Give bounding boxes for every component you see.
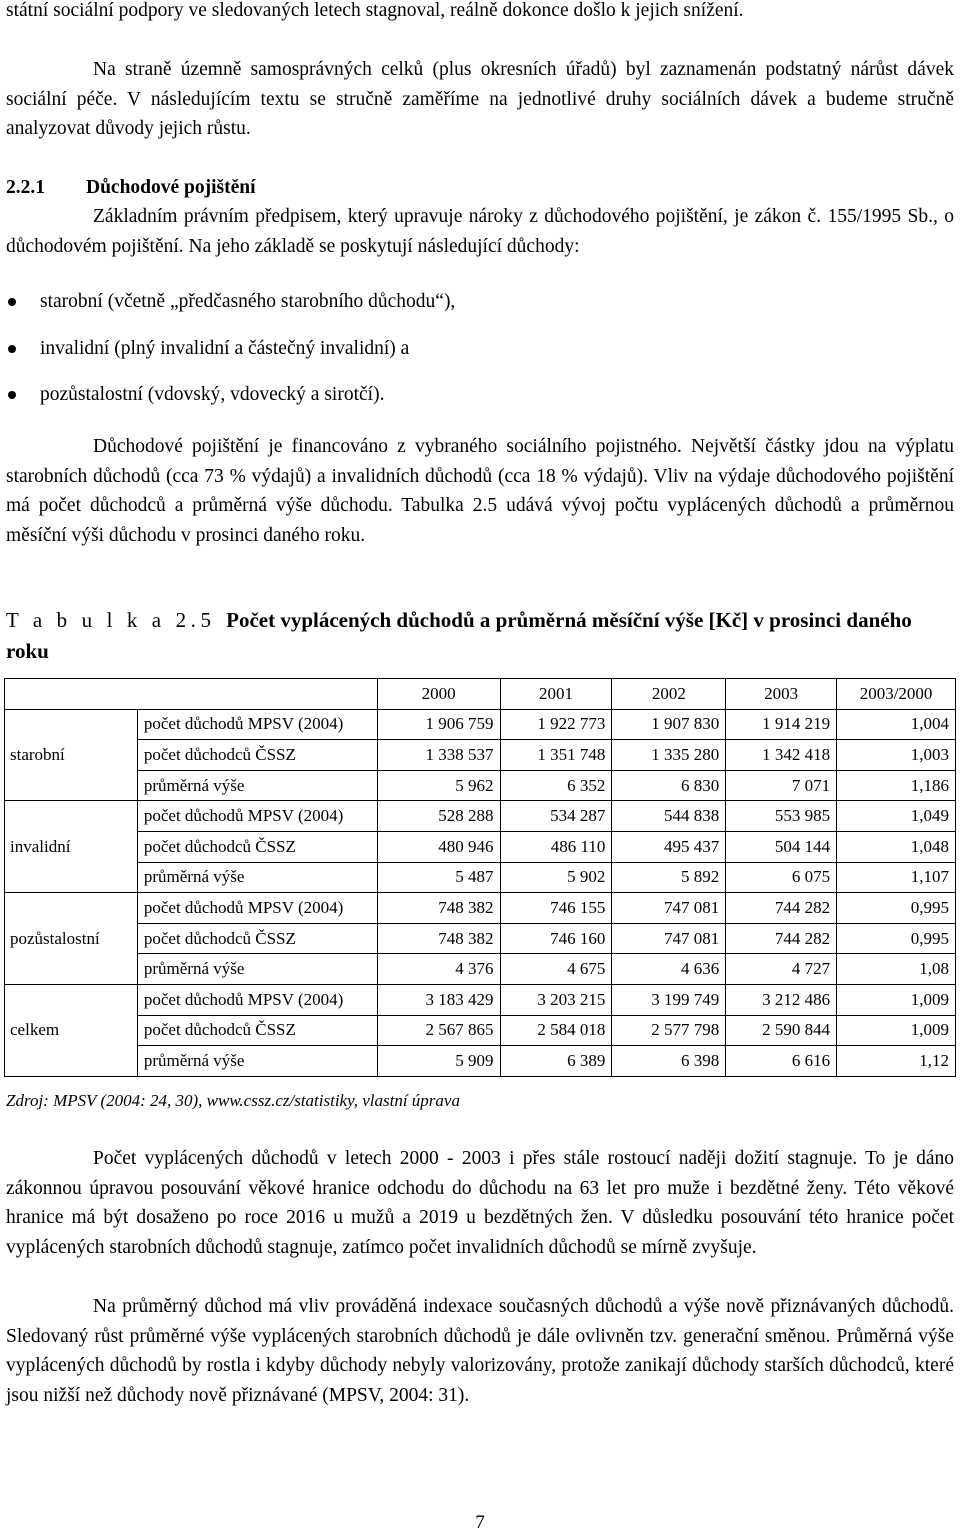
table-cell: 6 389: [500, 1046, 612, 1077]
table-cell: 7 071: [726, 770, 837, 801]
table-row: [5, 831, 956, 862]
table-cell: 1 922 773: [500, 709, 612, 740]
pension-table: [4, 678, 956, 1077]
table-cell: 0,995: [837, 923, 956, 954]
table-cell: 1,009: [837, 1015, 956, 1046]
table-cell: 5 909: [377, 1046, 500, 1077]
table-metric-label: počet důchodů MPSV (2004): [137, 709, 377, 740]
table-cell: 4 675: [500, 954, 612, 985]
table-caption-text: Počet vyplácených důchodů a průměrná měsíční výše [Kč] v prosinci daného roku: [6, 608, 912, 663]
table-metric-label: počet důchodů MPSV (2004): [137, 801, 377, 832]
table-source-note: Zdroj: MPSV (2004: 24, 30), www.cssz.cz/statistiky, vlastní úprava: [6, 1091, 460, 1110]
table-cell: 5 487: [377, 862, 500, 893]
table-cell: 1,004: [837, 709, 956, 740]
table-cell: 1,08: [837, 954, 956, 985]
list-item: invalidní (plný invalidní a částečný invalidní) a: [6, 334, 954, 381]
table-caption: [6, 605, 956, 667]
table-metric-label: průměrná výše: [137, 954, 377, 985]
table-row: [5, 923, 956, 954]
table-row: [5, 954, 956, 985]
table-cell: 3 212 486: [726, 984, 837, 1015]
table-cell: 5 962: [377, 770, 500, 801]
table-cell: 504 144: [726, 831, 837, 862]
table-header-row: [5, 679, 956, 710]
table-cell: 495 437: [612, 831, 726, 862]
table-row: [5, 984, 956, 1015]
table-row: [5, 862, 956, 893]
table-cell: 3 199 749: [612, 984, 726, 1015]
table-metric-label: počet důchodců ČSSZ: [137, 740, 377, 771]
table-group-label: pozůstalostní: [5, 893, 138, 985]
after-paragraph-1: Počet vyplácených důchodů v letech 2000 - 2003 i přes stále rostoucí naději dožití stagnuje. To je dáno zákonnou úpravou posouvání věkové hranice odchodu do důchodu na 63 let pro muže i bezdětné ženy. Této věkové hranice má být dosaženo po roce 2016 u mužů a 2019 u bezdětných žen. V důsledku posouvání této hranice počet vyplácených starobních důchodů stagnuje, zatímco počet invalidních důchodů se mírně zvyšuje.: [6, 1148, 954, 1258]
table-cell: 4 727: [726, 954, 837, 985]
table-cell: 534 287: [500, 801, 612, 832]
table-cell: 5 892: [612, 862, 726, 893]
table-cell: 744 282: [726, 893, 837, 924]
table-cell: 746 160: [500, 923, 612, 954]
table-group-label: invalidní: [5, 801, 138, 893]
table-group-label: celkem: [5, 984, 138, 1076]
table-column-header: 2000: [377, 679, 500, 710]
table-metric-label: počet důchodců ČSSZ: [137, 831, 377, 862]
table-cell: 544 838: [612, 801, 726, 832]
table-cell: 0,995: [837, 893, 956, 924]
table-cell: 748 382: [377, 893, 500, 924]
table-column-header: 2003: [726, 679, 837, 710]
table-cell: 3 183 429: [377, 984, 500, 1015]
table-cell: 1,003: [837, 740, 956, 771]
table-cell: 746 155: [500, 893, 612, 924]
table-cell: 5 902: [500, 862, 612, 893]
table-cell: 2 584 018: [500, 1015, 612, 1046]
table-cell: 747 081: [612, 893, 726, 924]
bullet-icon: [8, 298, 16, 306]
table-cell: 2 567 865: [377, 1015, 500, 1046]
intro-paragraph-2: Na straně územně samosprávných celků (plus okresních úřadů) byl zaznamenán podstatný nárůst dávek sociální péče. V následujícím textu se stručně zaměříme na jednotlivé druhy sociálních dávek a budeme stručně analyzovat důvody jejich růstu.: [6, 59, 954, 139]
table-cell: 480 946: [377, 831, 500, 862]
list-item: starobní (včetně „předčasného starobního důchodu“),: [6, 287, 954, 334]
table-cell: 2 577 798: [612, 1015, 726, 1046]
after-paragraph-2: Na průměrný důchod má vliv prováděná indexace současných důchodů a výše nově přiznávaných důchodů. Sledovaný růst průměrné výše vyplácených starobních důchodů je dále ovlivněn tzv. generační směnou. Průměrná výše vyplácených důchodů by rostla i kdyby důchody nebyly valorizovány, protože zanikají důchody starších důchodců, které jsou nižší než důchody nově přiznávané (MPSV, 2004: 31).: [6, 1296, 954, 1406]
table-metric-label: počet důchodů MPSV (2004): [137, 984, 377, 1015]
table-column-header: 2001: [500, 679, 612, 710]
table-cell: 553 985: [726, 801, 837, 832]
table-metric-label: počet důchodů MPSV (2004): [137, 893, 377, 924]
pension-types-list: [6, 287, 954, 427]
table-cell: 6 616: [726, 1046, 837, 1077]
table-cell: 1 338 537: [377, 740, 500, 771]
table-cell: 6 398: [612, 1046, 726, 1077]
table-cell: 6 830: [612, 770, 726, 801]
table-cell: 1,048: [837, 831, 956, 862]
table-cell: 486 110: [500, 831, 612, 862]
financing-paragraph: Důchodové pojištění je financováno z vybraného sociálního pojistného. Největší částky jdou na výplatu starobních důchodů (cca 73 % výdajů) a invalidních důchodů (cca 18 % výdajů). Vliv na výdaje důchodového pojištění má počet důchodců a průměrná výše důchodu. Tabulka 2.5 udává vývoj počtu vyplácených důchodů a průměrnou měsíční výši důchodu v prosinci daného roku.: [6, 436, 954, 546]
table-row: [5, 1046, 956, 1077]
table-cell: 1 914 219: [726, 709, 837, 740]
table-cell: 1,049: [837, 801, 956, 832]
table-column-header: 2003/2000: [837, 679, 956, 710]
table-cell: 1,107: [837, 862, 956, 893]
table-cell: 1 907 830: [612, 709, 726, 740]
table-row: [5, 709, 956, 740]
page-number: 7: [475, 1512, 485, 1533]
table-cell: 1 351 748: [500, 740, 612, 771]
table-row: [5, 740, 956, 771]
section-lead-paragraph: Základním právním předpisem, který upravuje nároky z důchodového pojištění, je zákon č. 155/1995 Sb., o důchodovém pojištění. Na jeho základě se poskytují následující důchody:: [6, 206, 954, 257]
bullet-icon: [8, 391, 16, 399]
table-metric-label: průměrná výše: [137, 862, 377, 893]
table-cell: 1 335 280: [612, 740, 726, 771]
table-cell: 1,186: [837, 770, 956, 801]
table-cell: 1,12: [837, 1046, 956, 1077]
table-cell: 2 590 844: [726, 1015, 837, 1046]
intro-paragraph-1: státní sociální podpory ve sledovaných letech stagnoval, reálně dokonce došlo k jejich snížení.: [6, 0, 744, 21]
table-cell: 747 081: [612, 923, 726, 954]
table-cell: 4 376: [377, 954, 500, 985]
table-metric-label: počet důchodců ČSSZ: [137, 923, 377, 954]
table-header: [5, 679, 956, 710]
section-title: Důchodové pojištění: [86, 177, 256, 198]
table-row: [5, 770, 956, 801]
table-cell: 6 352: [500, 770, 612, 801]
table-row: [5, 1015, 956, 1046]
list-item: pozůstalostní (vdovský, vdovecký a sirotčí).: [6, 380, 954, 427]
table-cell: 3 203 215: [500, 984, 612, 1015]
table-group-label: starobní: [5, 709, 138, 801]
table-cell: 6 075: [726, 862, 837, 893]
table-row: [5, 801, 956, 832]
table-cell: 1 906 759: [377, 709, 500, 740]
table-metric-label: průměrná výše: [137, 1046, 377, 1077]
bullet-icon: [8, 345, 16, 353]
table-cell: 1,009: [837, 984, 956, 1015]
table-column-header: 2002: [612, 679, 726, 710]
section-number: 2.2.1: [6, 177, 45, 198]
table-cell: 4 636: [612, 954, 726, 985]
table-body: [5, 709, 956, 1076]
table-cell: 744 282: [726, 923, 837, 954]
table-cell: 1 342 418: [726, 740, 837, 771]
table-row: [5, 893, 956, 924]
table-metric-label: počet důchodců ČSSZ: [137, 1015, 377, 1046]
table-cell: 528 288: [377, 801, 500, 832]
section-heading: [6, 173, 954, 203]
table-cell: 748 382: [377, 923, 500, 954]
table-label: T a b u l k a 2.5: [6, 608, 216, 632]
table-corner-cell: [5, 679, 378, 710]
table-metric-label: průměrná výše: [137, 770, 377, 801]
